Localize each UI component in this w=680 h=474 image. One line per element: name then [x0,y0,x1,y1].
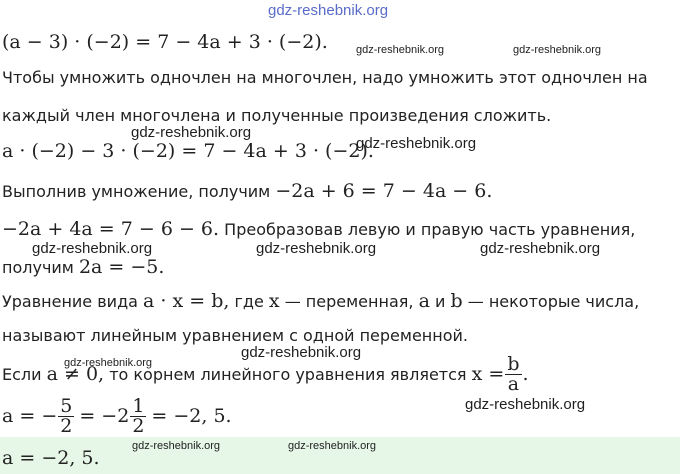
fraction-numerator: 5 [60,394,73,417]
watermark: gdz-reshebnik.org [288,440,377,452]
watermark-top: gdz-reshebnik.org [268,2,389,19]
definition-text: где [234,292,264,311]
fraction-numerator: b [507,352,520,375]
rule-line-1: Чтобы умножить одночлен на многочлен, надо умножить этот одночлен на [2,68,648,87]
definition-line-2: называют линейным уравнением с одной переменной. [2,326,468,345]
definition-math: b [450,290,463,312]
root-rule [2,354,529,394]
step-transform-math: −2a + 4a = 7 − 6 − 6. [2,218,220,240]
step-multiplication-math: −2a + 6 = 7 − 4a − 6. [275,180,493,202]
step-result [2,256,164,278]
watermark: gdz-reshebnik.org [64,357,153,369]
definition-text: — переменная, [284,292,414,311]
fraction-denominator: 2 [132,414,145,437]
calc-part: a = − [2,405,58,427]
step-multiplication-text: Выполнив умножение, получим [2,182,271,201]
watermark: gdz-reshebnik.org [132,440,221,452]
root-rule-text: Если [2,364,42,384]
watermark: gdz-reshebnik.org [131,124,252,141]
watermark: gdz-reshebnik.org [241,344,362,361]
fraction-denominator: a [505,374,521,394]
step-transform-text: Преобразовав левую и правую часть уравнения, [224,220,636,239]
step-multiplication [2,180,492,202]
equation-2: a · (−2) − 3 · (−2) = 7 − 4a + 3 · (−2). [2,140,374,162]
definition-text: и [434,292,446,311]
calc-fraction-1 [58,394,74,437]
root-rule-condition: a ≠ 0, [46,363,105,385]
calculation [2,394,232,438]
definition-math: x [268,290,280,312]
step-transform [2,218,635,240]
watermark: gdz-reshebnik.org [480,240,601,257]
definition-math: a · x = b, [143,290,230,312]
fraction-denominator: 2 [60,414,73,437]
root-rule-math: x = [471,363,505,385]
calc-fraction-2 [130,394,146,437]
step-result-math: 2a = −5. [78,256,165,278]
calc-part: = −2 [79,405,130,427]
definition-line-1 [2,290,639,312]
watermark: gdz-reshebnik.org [513,44,602,56]
watermark: gdz-reshebnik.org [356,44,445,56]
rule-line-2: каждый член многочлена и полученные произведения сложить. [2,106,552,125]
definition-math: a [418,290,430,312]
root-fraction [505,352,521,395]
step-result-text: получим [2,258,74,277]
watermark: gdz-reshebnik.org [32,240,153,257]
fraction-numerator: 1 [132,394,145,417]
watermark: gdz-reshebnik.org [465,396,586,413]
definition-text: — некоторые числа, [467,292,640,311]
root-rule-period: . [522,363,529,385]
watermark: gdz-reshebnik.org [256,240,377,257]
watermark: gdz-reshebnik.org [356,135,477,152]
answer: a = −2, 5. [2,447,100,469]
definition-text: Уравнение вида [2,292,138,311]
equation-1: (a − 3) · (−2) = 7 − 4a + 3 · (−2). [2,31,328,53]
calc-part: = −2, 5. [151,405,232,427]
root-rule-text: то корнем линейного уравнения является [109,364,467,384]
